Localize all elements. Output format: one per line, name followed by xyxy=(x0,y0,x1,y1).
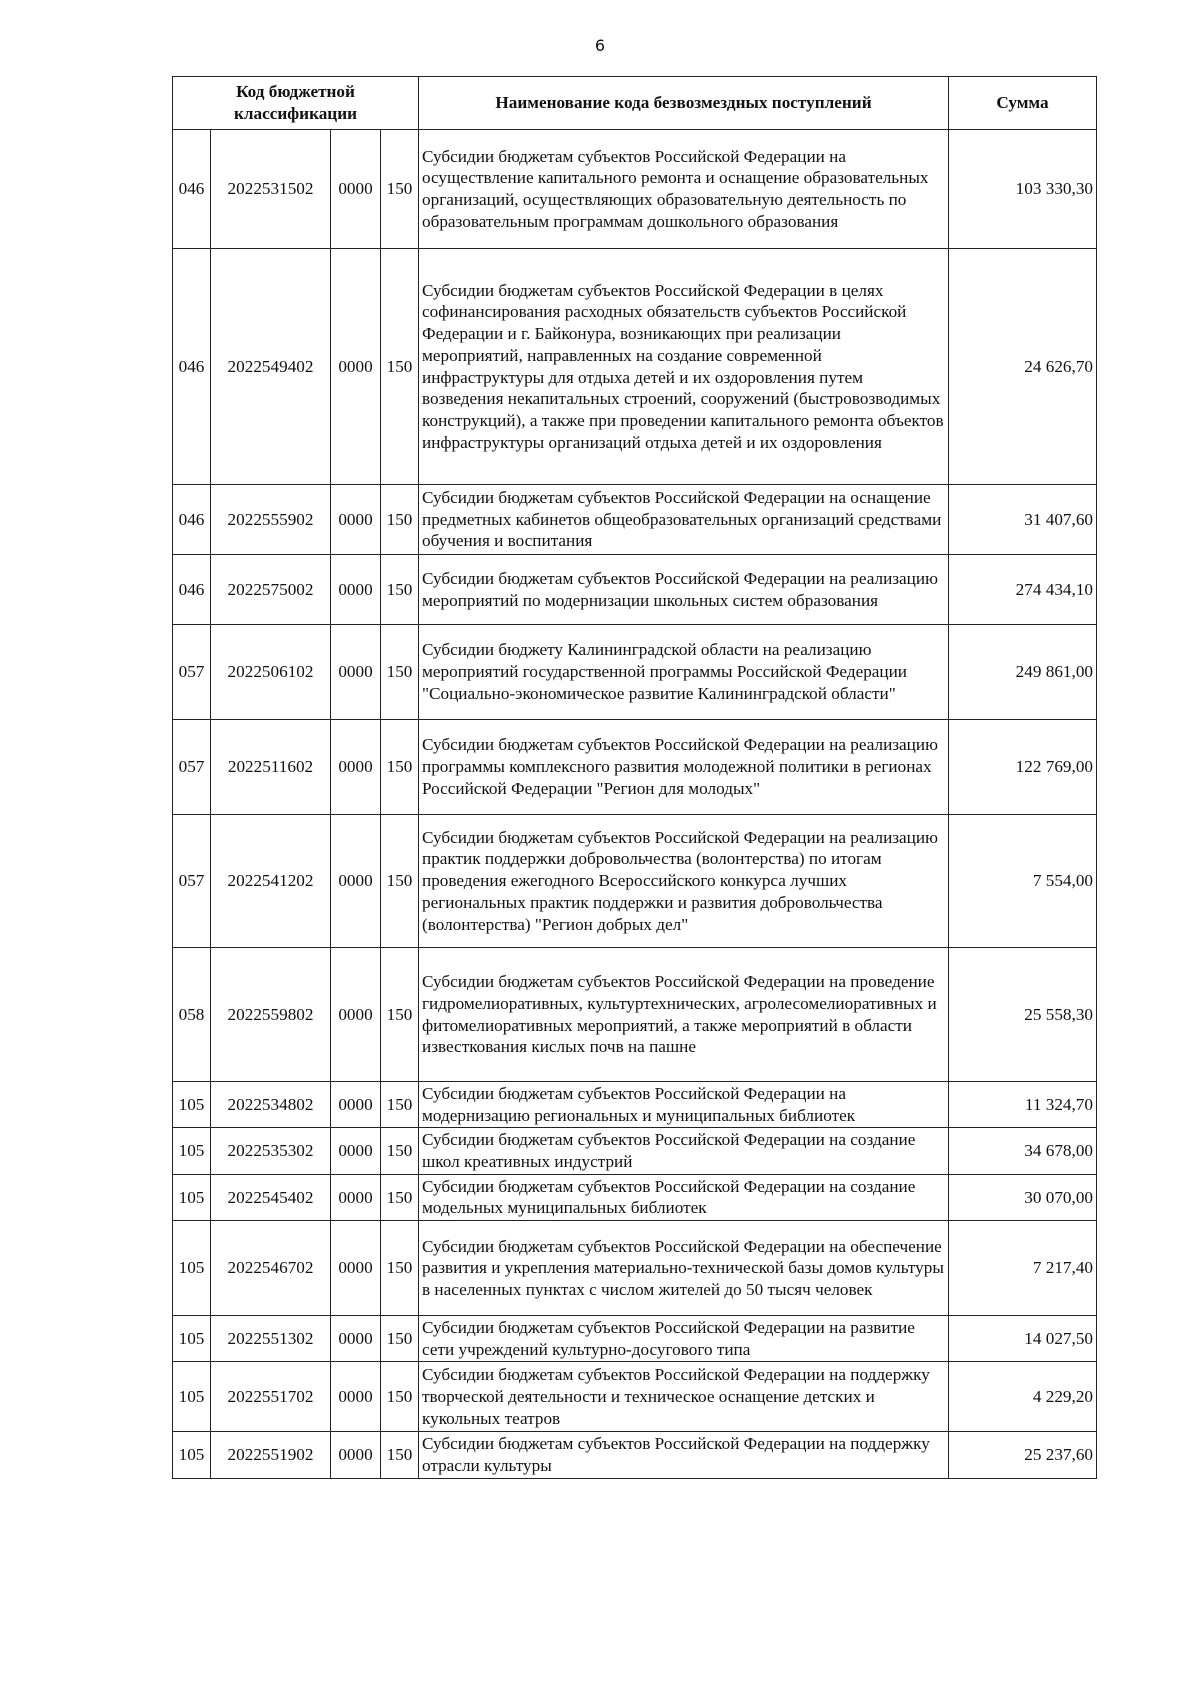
cell-program-code: 0000 xyxy=(331,1221,381,1316)
cell-budget-code: 2022541202 xyxy=(211,815,331,948)
cell-budget-code: 2022551702 xyxy=(211,1362,331,1432)
cell-name: Субсидии бюджетам субъектов Российской Федерации на реализацию программы комплексного развития молодежной политики в регионах Российской Федерации "Регион для молодых" xyxy=(419,720,949,815)
cell-program-code: 0000 xyxy=(331,555,381,625)
cell-name: Субсидии бюджетам субъектов Российской Федерации на создание модельных муниципальных библиотек xyxy=(419,1174,949,1220)
cell-kind-code: 150 xyxy=(381,1432,419,1478)
cell-program-code: 0000 xyxy=(331,1316,381,1362)
cell-kind-code: 150 xyxy=(381,1128,419,1174)
cell-admin-code: 105 xyxy=(173,1432,211,1478)
table-row xyxy=(173,625,1097,720)
cell-name: Субсидии бюджетам субъектов Российской Федерации на реализацию мероприятий по модернизации школьных систем образования xyxy=(419,555,949,625)
cell-admin-code: 057 xyxy=(173,625,211,720)
budget-table xyxy=(172,76,1097,1479)
table-row xyxy=(173,555,1097,625)
cell-name: Субсидии бюджетам субъектов Российской Федерации на поддержку отрасли культуры xyxy=(419,1432,949,1478)
cell-budget-code: 2022506102 xyxy=(211,625,331,720)
cell-sum: 274 434,10 xyxy=(949,555,1097,625)
cell-sum: 103 330,30 xyxy=(949,130,1097,249)
cell-budget-code: 2022575002 xyxy=(211,555,331,625)
cell-sum: 31 407,60 xyxy=(949,485,1097,555)
cell-budget-code: 2022511602 xyxy=(211,720,331,815)
cell-kind-code: 150 xyxy=(381,948,419,1082)
cell-program-code: 0000 xyxy=(331,1128,381,1174)
table-row xyxy=(173,1316,1097,1362)
cell-admin-code: 105 xyxy=(173,1082,211,1128)
cell-admin-code: 058 xyxy=(173,948,211,1082)
cell-admin-code: 046 xyxy=(173,249,211,485)
table-row xyxy=(173,1432,1097,1478)
table-row xyxy=(173,1221,1097,1316)
cell-name: Субсидии бюджетам субъектов Российской Федерации на проведение гидромелиоративных, культуртехнических, агролесомелиоративных и фитомелиоративных мероприятий, а также мероприятий в области известкования кислых почв на пашне xyxy=(419,948,949,1082)
cell-sum: 30 070,00 xyxy=(949,1174,1097,1220)
cell-sum: 4 229,20 xyxy=(949,1362,1097,1432)
cell-kind-code: 150 xyxy=(381,249,419,485)
table-row xyxy=(173,249,1097,485)
cell-admin-code: 105 xyxy=(173,1362,211,1432)
cell-name: Субсидии бюджетам субъектов Российской Федерации на осуществление капитального ремонта и оснащение образовательных организаций, осуществляющих образовательную деятельность по образовательным программам дошкольного образования xyxy=(419,130,949,249)
cell-admin-code: 046 xyxy=(173,555,211,625)
table-row xyxy=(173,720,1097,815)
cell-name: Субсидии бюджетам субъектов Российской Федерации на реализацию практик поддержки добровольчества (волонтерства) по итогам проведения ежегодного Всероссийского конкурса лучших региональных практик поддержки и развития добровольчества (волонтерства) "Регион добрых дел" xyxy=(419,815,949,948)
table-row xyxy=(173,1082,1097,1128)
header-code-classification: Код бюджетной классификации xyxy=(173,77,419,130)
table-row xyxy=(173,485,1097,555)
table-body xyxy=(173,130,1097,1479)
cell-name: Субсидии бюджетам субъектов Российской Федерации на обеспечение развития и укрепления материально-технической базы домов культуры в населенных пунктах с числом жителей до 50 тысяч человек xyxy=(419,1221,949,1316)
cell-budget-code: 2022534802 xyxy=(211,1082,331,1128)
cell-budget-code: 2022551302 xyxy=(211,1316,331,1362)
cell-sum: 25 237,60 xyxy=(949,1432,1097,1478)
cell-admin-code: 105 xyxy=(173,1316,211,1362)
cell-kind-code: 150 xyxy=(381,625,419,720)
cell-budget-code: 2022549402 xyxy=(211,249,331,485)
cell-kind-code: 150 xyxy=(381,130,419,249)
cell-program-code: 0000 xyxy=(331,625,381,720)
cell-kind-code: 150 xyxy=(381,1174,419,1220)
cell-program-code: 0000 xyxy=(331,130,381,249)
cell-program-code: 0000 xyxy=(331,249,381,485)
cell-program-code: 0000 xyxy=(331,1174,381,1220)
cell-kind-code: 150 xyxy=(381,1221,419,1316)
cell-kind-code: 150 xyxy=(381,1362,419,1432)
cell-budget-code: 2022535302 xyxy=(211,1128,331,1174)
cell-budget-code: 2022531502 xyxy=(211,130,331,249)
cell-program-code: 0000 xyxy=(331,1082,381,1128)
header-name: Наименование кода безвозмездных поступлений xyxy=(419,77,949,130)
cell-sum: 122 769,00 xyxy=(949,720,1097,815)
cell-admin-code: 057 xyxy=(173,720,211,815)
cell-sum: 25 558,30 xyxy=(949,948,1097,1082)
cell-name: Субсидии бюджетам субъектов Российской Федерации на развитие сети учреждений культурно-досугового типа xyxy=(419,1316,949,1362)
table-row xyxy=(173,1362,1097,1432)
table-header-row xyxy=(173,77,1097,130)
cell-kind-code: 150 xyxy=(381,1082,419,1128)
cell-program-code: 0000 xyxy=(331,1432,381,1478)
cell-kind-code: 150 xyxy=(381,1316,419,1362)
cell-sum: 11 324,70 xyxy=(949,1082,1097,1128)
cell-program-code: 0000 xyxy=(331,1362,381,1432)
cell-budget-code: 2022545402 xyxy=(211,1174,331,1220)
cell-name: Субсидии бюджетам субъектов Российской Федерации на оснащение предметных кабинетов общеобразовательных организаций средствами обучения и воспитания xyxy=(419,485,949,555)
cell-budget-code: 2022559802 xyxy=(211,948,331,1082)
cell-admin-code: 046 xyxy=(173,130,211,249)
cell-kind-code: 150 xyxy=(381,720,419,815)
cell-name: Субсидии бюджетам субъектов Российской Федерации на создание школ креативных индустрий xyxy=(419,1128,949,1174)
table-row xyxy=(173,948,1097,1082)
cell-sum: 34 678,00 xyxy=(949,1128,1097,1174)
cell-name: Субсидии бюджетам субъектов Российской Федерации в целях софинансирования расходных обязательств субъектов Российской Федерации и г. Байконура, возникающих при реализации мероприятий, направленных на создание современной инфраструктуры для отдыха детей и их оздоровления путем возведения некапитальных строений, сооружений (быстровозводимых конструкций), а также при проведении капитального ремонта объектов инфраструктуры организаций отдыха детей и их оздоровления xyxy=(419,249,949,485)
cell-sum: 249 861,00 xyxy=(949,625,1097,720)
cell-name: Субсидии бюджетам субъектов Российской Федерации на модернизацию региональных и муниципальных библиотек xyxy=(419,1082,949,1128)
cell-kind-code: 150 xyxy=(381,555,419,625)
cell-admin-code: 105 xyxy=(173,1221,211,1316)
cell-program-code: 0000 xyxy=(331,485,381,555)
cell-sum: 24 626,70 xyxy=(949,249,1097,485)
table-row xyxy=(173,1128,1097,1174)
cell-kind-code: 150 xyxy=(381,815,419,948)
page-number: 6 xyxy=(594,36,606,55)
cell-admin-code: 057 xyxy=(173,815,211,948)
cell-sum: 14 027,50 xyxy=(949,1316,1097,1362)
cell-admin-code: 046 xyxy=(173,485,211,555)
cell-budget-code: 2022555902 xyxy=(211,485,331,555)
header-sum: Сумма xyxy=(949,77,1097,130)
cell-name: Субсидии бюджетам субъектов Российской Федерации на поддержку творческой деятельности и техническое оснащение детских и кукольных театров xyxy=(419,1362,949,1432)
cell-sum: 7 217,40 xyxy=(949,1221,1097,1316)
cell-name: Субсидии бюджету Калининградской области на реализацию мероприятий государственной программы Российской Федерации "Социально-экономическое развитие Калининградской области" xyxy=(419,625,949,720)
table-row xyxy=(173,1174,1097,1220)
table-row xyxy=(173,130,1097,249)
table-row xyxy=(173,815,1097,948)
cell-budget-code: 2022551902 xyxy=(211,1432,331,1478)
cell-admin-code: 105 xyxy=(173,1128,211,1174)
cell-sum: 7 554,00 xyxy=(949,815,1097,948)
cell-program-code: 0000 xyxy=(331,815,381,948)
cell-program-code: 0000 xyxy=(331,720,381,815)
cell-kind-code: 150 xyxy=(381,485,419,555)
cell-budget-code: 2022546702 xyxy=(211,1221,331,1316)
cell-admin-code: 105 xyxy=(173,1174,211,1220)
cell-program-code: 0000 xyxy=(331,948,381,1082)
